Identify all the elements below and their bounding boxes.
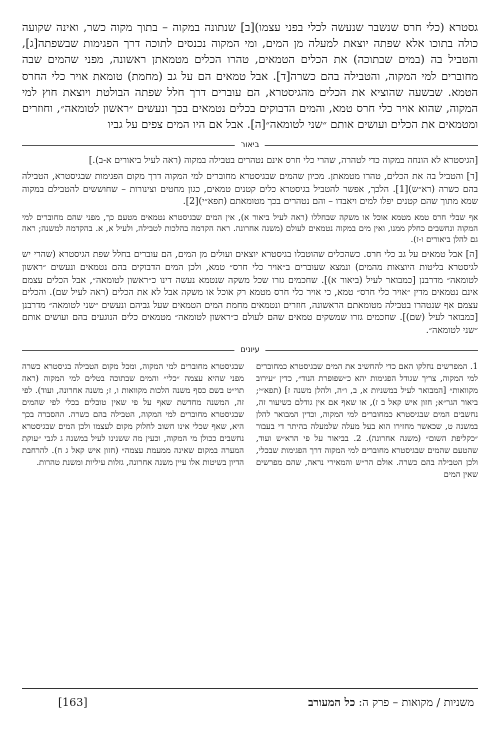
explanation-footnote: אף שבלי חרס טמא מטמא אוכל או משקה שבחללו (ראה לעיל ביאור א), אין המים שבגיסטרא נטמאים מטעם כך, מפני שהם מחוברים למי המקוה ונחשבים כחלק ממנו, ואין מים במקוה נטמאים לעולם (משנה אחרונה. ראה הקדמה בהלכות לטבילה, ולעיל א, א. בהקדמה למשנה; ראה גם להלן ביאורים ו-ז). [22, 211, 478, 245]
page-number: [163] [58, 696, 88, 709]
notes-text: שבגיסטרא מחוברים למי המקוה, ומכל מקום הטבילה בגיסטרא כשרה מפני שהיא עצמה ״כלי״ והמים שבתוכה בטלים למי המקוה (ראה תוי״ט בשם כסף משנה הלכות מקוואות ו, ז; משנה אחרונה, ועוד). לפי זה, המשנה מחדשת שאף על פי שאין טובלים בכלי לפי שהמים שבגיסטרא מחוברים למי המקוה, הטבילה בהם כשרה. ההסברה בכך היא, שאף שכלי אינו חשוב לחלוק מקום לעצמו ולכן המים שבגיסטרא נחשבים ככולן מי המקוה, וכעין מה ששנינו לעיל במשנה ג לגבי ״עוקת המערה במקום שאינה ממעמת עצמה״ (חזון איש קאל ג ח). להרחבת הדיון בשיטות אלו עיין משנה אחרונה, גזלות עיליות ומשנת טהרות. [22, 360, 244, 468]
notes-column-right [256, 360, 478, 481]
explanation-divider [22, 139, 478, 151]
chapter-name: כל המעורב [308, 696, 356, 709]
running-title: משניות / מקואות – פרק ה: [358, 696, 474, 709]
notes-divider [22, 344, 478, 356]
running-header [308, 696, 474, 710]
explanation-label: ביאור [235, 139, 265, 151]
notes-text: 1. המפרשים נחלקו האם כדי להחשיב את המים שבגיסטרא כמחוברים למי המקוה, צריך שגודל הפגימות יהא כ״שפופרת הנוד״, כדין ״עירוב מקוואות״ [המבואר לעיל במשניות א, ב, ו״ה, ולהלן משנה ז] (תפא״י; ביאור הגר״א; חזון איש קאל ב ז), או שאף אם אין גודלם כשיעור זה, נחשבים המים שבגיסטרא כמחוברים למי המקוה, וכדין המבואר להלן במשנה ט, שכאשר מחזירו הוא בעל מעלה שלמעלה בהיתר די בעבור ״כקליפת השום״ (משנה אחרונה). 2. בביאור על פי הרא״ש ועוד, שהטעם שהמים שבגיסטרא מחוברים למי המקוה דרך הפגימות שבכלי, ולכן הטבילה בהם כשרה. אולם הר״ש והמאירי נראה, שהם מפרשים שאין המים [256, 360, 478, 480]
page-footer [22, 688, 478, 709]
page [22, 20, 478, 720]
explanation-paragraph: [ה] אבל טמאים על גב כלי חרס. כשהכלים שהוטבלו בגיסטרא יוצאים ועולים מן המים, הם עוברים בחלל שפת הגיסטרא (שהרי יש לגיסטרא בליטות היוצאות מהמים) ונמצא שעוברים ב״אויר כלי חרס״ טמא, ולכן המים הדבוקים בהם נטמאים ונעשים ״ראשון לטומאה״ מדרבנן [כמבואר לעיל (ביאור א)]. שחכמים גזרו שכל משקה שנטמא נעשה דינו כ״ראשון לטומאה״, אבל הכלים עצמם אינם נטמאים מדין ״אויר כלי חרס״ טמא, כי אויר כלי חרס מטמא רק אוכל או משקה אבל לא את הכלים (ראה לעיל שם). והכלים עצמם אף שנטהרו בטבילה מטומאתם הראשונה, חוזרים ונטמאים מחמת המים הטמאים שעל גביהם ונעשים ״שני לטומאה״ מדרבנן [כמבואר לעיל (שם)]. שחכמים גזרו שמשקים טמאים שהם לעולם כ״ראשון לטומאה״ מטמאים כלים הנוגעים בהם ועושים אותם ״שני לטומאה״. [22, 250, 478, 336]
explanation-paragraph: [הגיסטרא לא הונחה במקוה כדי לטהרה, שהרי כלי חרס אינם נטהרים בטבילה במקוה (ראה לעיל ביאורים א-ב).] [88, 156, 478, 167]
notes-columns [22, 360, 478, 481]
mishnah-text: גסטרא (כלי חרס שנשבר שנעשה לכלי בפני עצמו)[ב] שנתונה במקוה – בתוך מקוה כשר, ואינה שקועה כולה בתוכו אלא שפתה יוצאת למעלה מן המים, ומי המקוה נכנסים לתוכה דרך הפגימות שבשפתה[ג], והטביל בה (במים שבתוכה) את הכלים הטמאים, טהרו הכלים מטמאתן ראשונה, מפני שהמים שבה מחוברים למי המקוה, והטבילה בהם כשרה[ד]. אבל טמאים הם על גב (מחמת) טומאת אויר כלי החרס הטמא. שבשעה שהוציא את הכלים מהגיסטרא, הם עוברים דרך חלל שפתה הבולטת ויוצאת חוץ למי המקוה, שהוא אויר כלי חרס טמא, והמים הדבוקים בכלים נטמאים בכך ונעשים ״ראשון לטומאה״, וחוזרים ומטמאים את הכלים ועושים אותם ״שני לטומאה״[ה]. אבל אם היו המים צפים על גביו [22, 21, 478, 132]
notes-label: עיונים [234, 344, 265, 356]
explanation-paragraph: [ד] והטביל בה את הכלים, טהרו מטמאתן. מכיון שהמים שבגיסטרא מחוברים למי המקוה דרך מקום הפגימות שבגיסטרא, הטבילה בהם כשרה (רא״ש)[1]. הלכך, אפשר להטביל בגיסטרא כלים קטנים טמאים, כגון מחטים וצינורות – שחוששים להטבילם במקוה שמא מתוך שהם קטנים יפלו למים ויאבדו – והם נטהרים בכך מטומאתם (תפא״י)[2]. [22, 172, 478, 208]
notes-column-left [22, 360, 244, 481]
